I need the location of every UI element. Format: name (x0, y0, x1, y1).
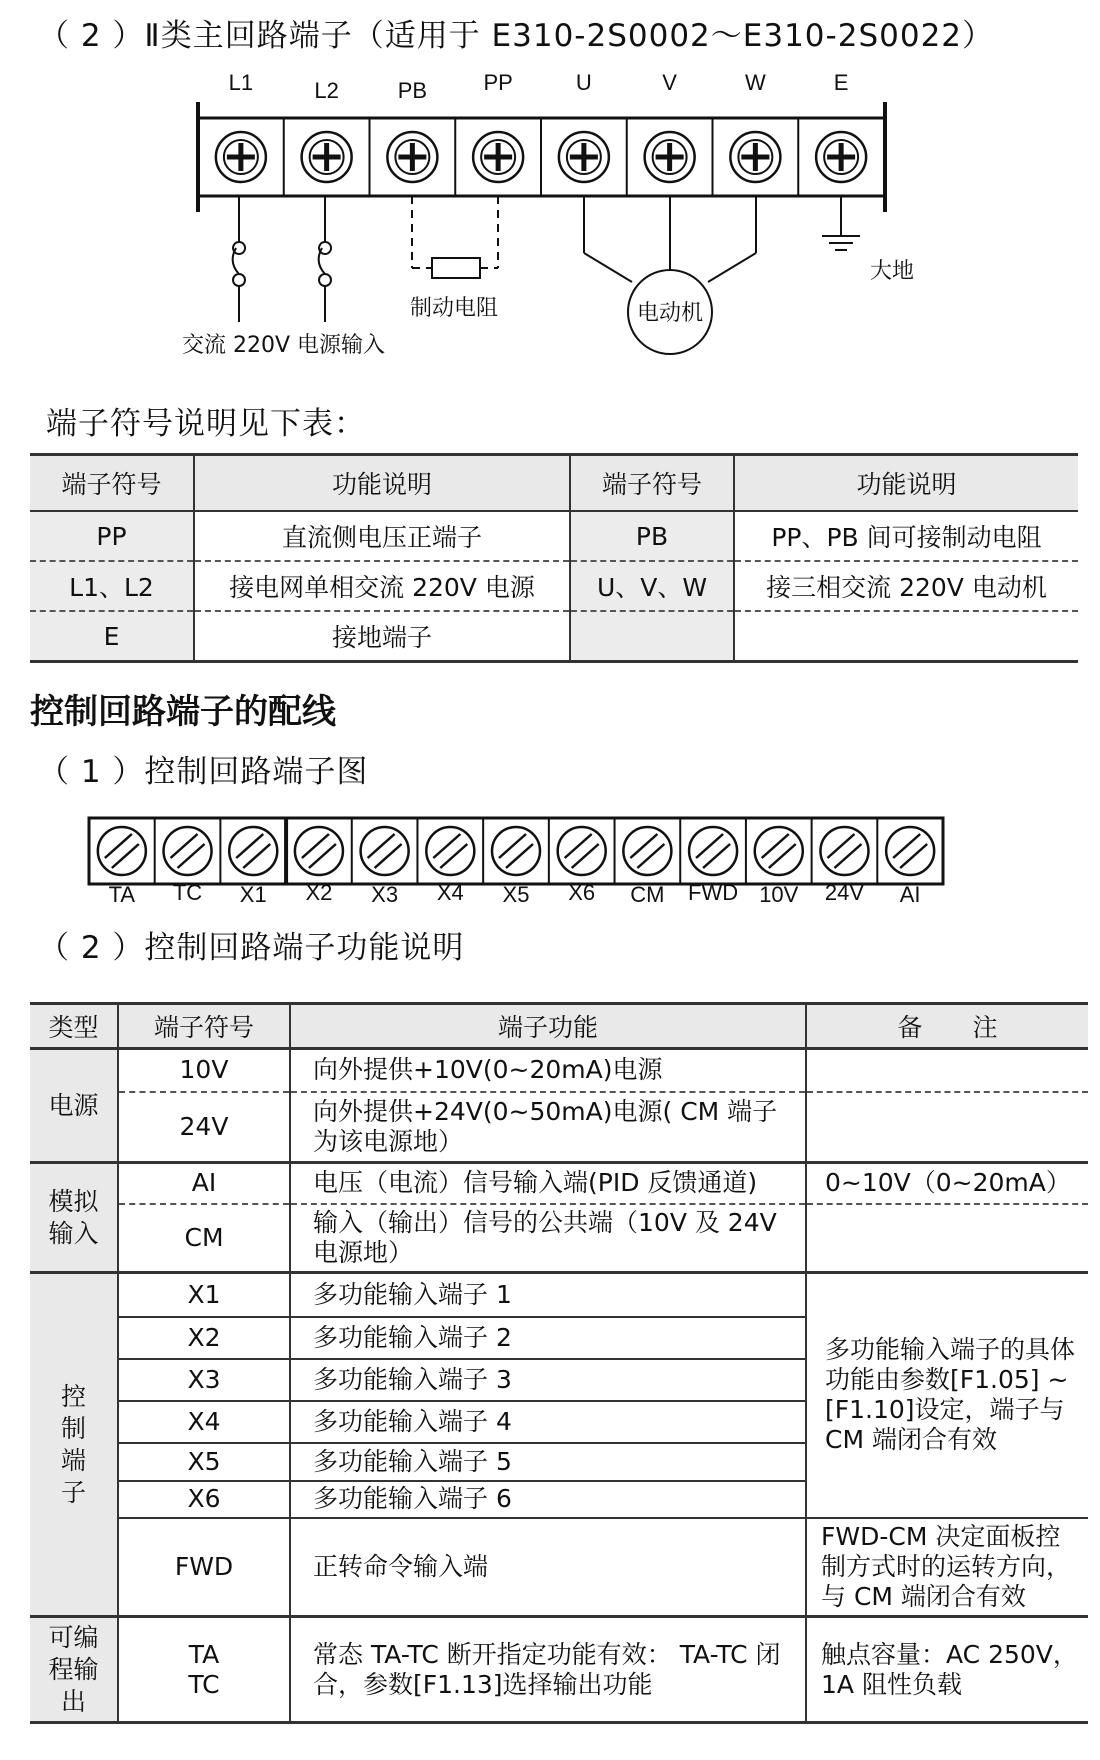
terminal-screw-e (816, 132, 866, 182)
table-cell (734, 611, 1078, 662)
control-terminal-label: X4 (436, 880, 464, 905)
terminal-screw-l2 (302, 132, 352, 182)
col-header: 备 注 (806, 1004, 1088, 1049)
table-cell (570, 611, 734, 662)
ground-label: 大地 (870, 259, 915, 284)
main-circuit-diagram (0, 60, 1100, 370)
control-terminal-label: X1 (239, 882, 267, 907)
table-row (30, 1273, 1088, 1317)
terminal-symbol: 24V (118, 1092, 290, 1163)
terminal-function: 多功能输入端子 3 (290, 1359, 806, 1401)
table-cell: 直流侧电压正端子 (194, 511, 570, 561)
table-row (30, 1163, 1088, 1204)
table-row (30, 1049, 1088, 1092)
control-screw-x4 (426, 827, 474, 875)
remark-cell (806, 1092, 1088, 1163)
table-row (30, 511, 1078, 561)
terminal-function: 向外提供+10V(0~20mA)电源 (290, 1049, 806, 1092)
col-header: 端子符号 (570, 455, 734, 512)
control-screw-x1 (229, 827, 277, 875)
table-cell: PP (30, 511, 194, 561)
terminal-function: 正转命令输入端 (290, 1518, 806, 1617)
terminal-label: L1 (228, 70, 254, 95)
terminal-function: 输入（输出）信号的公共端（10V 及 24V 电源地） (290, 1204, 806, 1273)
control-terminal-label: X5 (502, 882, 530, 907)
control-screw-x5 (492, 827, 540, 875)
terminal-symbol: AI (118, 1163, 290, 1204)
col-header: 端子功能 (290, 1004, 806, 1049)
terminal-label: PB (397, 78, 428, 103)
terminal-label: PP (483, 70, 513, 95)
control-terminal-label: TC (172, 880, 203, 905)
terminal-function: 多功能输入端子 4 (290, 1401, 806, 1443)
terminal-symbol: FWD (118, 1518, 290, 1617)
table-cell: L1、L2 (30, 561, 194, 611)
remark-cell (806, 1204, 1088, 1273)
terminal-symbol: X1 (118, 1273, 290, 1317)
main-terminal-table (30, 453, 1078, 663)
control-screw-cm (623, 827, 671, 875)
category-control: 控制端子 (30, 1273, 118, 1617)
power-input-label: 交流 220V 电源输入 (182, 333, 386, 358)
table-cell: PB (570, 511, 734, 561)
section-title: （ 2 ）Ⅱ类主回路端子（适用于 E310-2S0002～E310-2S0022） (38, 18, 995, 54)
terminal-label: L2 (314, 78, 339, 103)
terminal-screw-v (645, 132, 695, 182)
terminal-symbol-ta: TA (188, 1639, 220, 1669)
col-header: 功能说明 (734, 455, 1078, 512)
terminal-symbol: 10V (118, 1049, 290, 1092)
terminal-function: 向外提供+24V(0~50mA)电源( CM 端子为该电源地） (290, 1092, 806, 1163)
terminal-symbol: CM (118, 1204, 290, 1273)
control-function-title: （ 2 ）控制回路端子功能说明 (38, 930, 465, 966)
terminal-function: 多功能输入端子 2 (290, 1317, 806, 1359)
table-cell: PP、PB 间可接制动电阻 (734, 511, 1078, 561)
terminal-screw-w (730, 132, 780, 182)
col-header: 端子符号 (30, 455, 194, 512)
motor-label: 电动机 (636, 301, 704, 326)
terminal-function: 多功能输入端子 1 (290, 1273, 806, 1317)
terminal-screw-l1 (216, 132, 266, 182)
table-row (30, 1518, 1088, 1617)
control-screw-x3 (361, 827, 409, 875)
table-cell: E (30, 611, 194, 662)
col-header: 功能说明 (194, 455, 570, 512)
terminal-symbol: X2 (118, 1317, 290, 1359)
control-terminal-label: X2 (305, 880, 333, 905)
control-screw-ai (886, 827, 934, 875)
brake-resistor-label: 制动电阻 (410, 296, 499, 321)
control-terminal-label: 24V (824, 880, 865, 905)
terminal-symbol: X4 (118, 1401, 290, 1443)
table-row (30, 611, 1078, 662)
control-terminal-diagram (0, 810, 1100, 910)
terminal-screw-pp (473, 132, 523, 182)
terminal-screw-pb (387, 132, 437, 182)
control-screw-ta (98, 827, 146, 875)
terminal-function: 电压（电流）信号输入端(PID 反馈通道) (290, 1163, 806, 1204)
table-row (30, 1617, 1088, 1723)
control-screw-fwd (689, 827, 737, 875)
remark-cell (806, 1049, 1088, 1092)
control-function-table (30, 1002, 1088, 1724)
control-terminal-label: 10V (759, 882, 799, 907)
table-cell: 接三相交流 220V 电动机 (734, 561, 1078, 611)
terminal-function: 多功能输入端子 5 (290, 1443, 806, 1481)
table-row (30, 1092, 1088, 1163)
terminal-symbol-tc: TC (188, 1669, 220, 1699)
remark-cell: 0~10V（0~20mA） (806, 1163, 1088, 1204)
category-analog: 模拟输入 (30, 1163, 118, 1273)
category-programmable: 可编程输出 (30, 1617, 118, 1723)
table-cell: U、V、W (570, 561, 734, 611)
control-terminal-label: FWD (688, 880, 739, 905)
terminal-symbol: X5 (118, 1443, 290, 1481)
control-screw-10v (755, 827, 803, 875)
control-screw-tc (164, 827, 212, 875)
control-screw-x2 (295, 827, 343, 875)
col-header: 端子符号 (118, 1004, 290, 1049)
control-screw-x6 (558, 827, 606, 875)
control-screw-24v (820, 827, 868, 875)
col-header: 类型 (30, 1004, 118, 1049)
control-terminal-label: CM (630, 882, 665, 907)
control-terminal-label: X3 (371, 882, 399, 907)
category-power: 电源 (30, 1049, 118, 1163)
remark-cell: 多功能输入端子的具体功能由参数[F1.05] ~ [F1.10]设定，端子与 CM 端闭合有效 (806, 1273, 1088, 1518)
terminal-symbol (118, 1617, 290, 1723)
table-row (30, 1204, 1088, 1273)
remark-cell: 触点容量：AC 250V，1A 阻性负载 (806, 1617, 1088, 1723)
terminal-label: W (744, 70, 766, 95)
terminal-label: U (575, 70, 592, 95)
terminal-label: V (662, 70, 677, 95)
terminal-symbol: X6 (118, 1481, 290, 1518)
table-cell: 接电网单相交流 220V 电源 (194, 561, 570, 611)
table-note: 端子符号说明见下表： (46, 406, 366, 442)
terminal-function: 常态 TA-TC 断开指定功能有效： TA-TC 闭合，参数[F1.13]选择输出功能 (290, 1617, 806, 1723)
remark-cell: FWD-CM 决定面板控制方式时的运转方向，与 CM 端闭合有效 (806, 1518, 1088, 1617)
wiring-heading: 控制回路端子的配线 (30, 692, 336, 732)
control-terminal-label: AI (899, 882, 921, 907)
terminal-screw-u (559, 132, 609, 182)
control-diagram-title: （ 1 ）控制回路端子图 (38, 754, 369, 790)
terminal-label: E (833, 70, 849, 95)
terminal-symbol: X3 (118, 1359, 290, 1401)
terminal-function: 多功能输入端子 6 (290, 1481, 806, 1518)
control-terminal-label: X6 (568, 880, 596, 905)
control-terminal-label: TA (108, 882, 136, 907)
table-row (30, 561, 1078, 611)
table-cell: 接地端子 (194, 611, 570, 662)
